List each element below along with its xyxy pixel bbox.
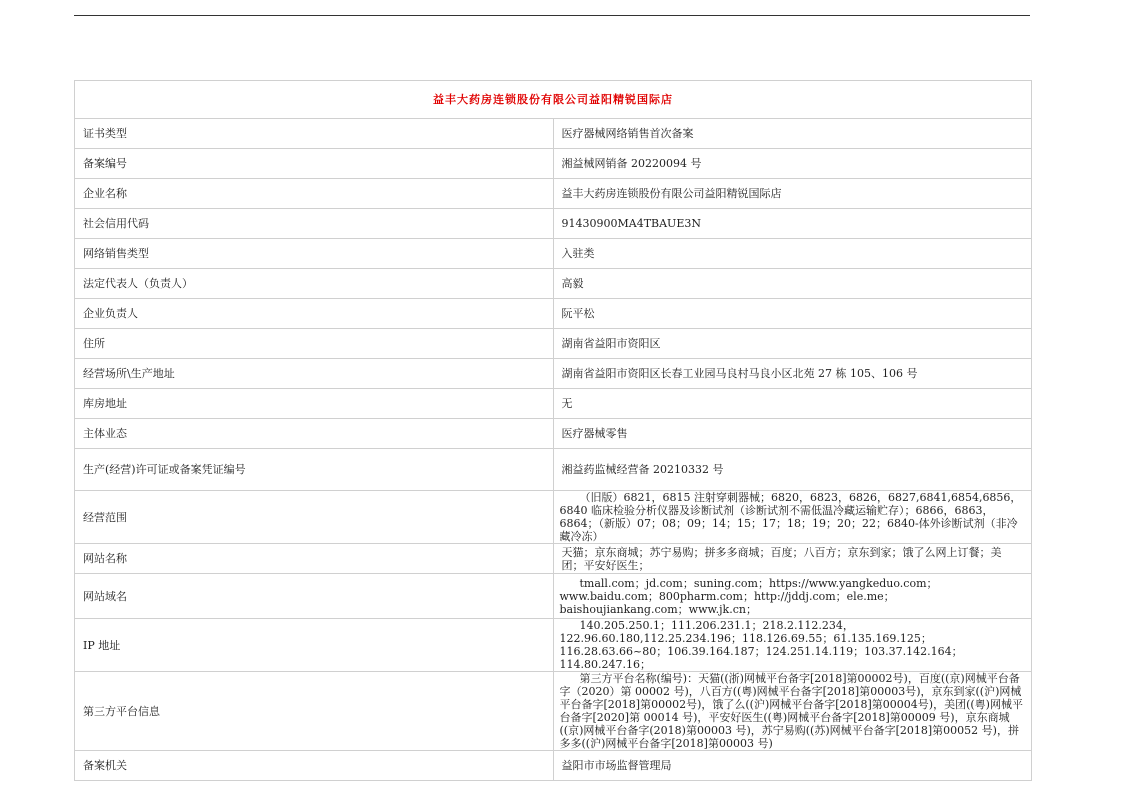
table-row <box>75 119 1032 149</box>
row-label: 经营范围 <box>75 491 554 544</box>
table-row <box>75 329 1032 359</box>
row-label: 经营场所\生产地址 <box>75 359 554 389</box>
row-value: 第三方平台名称(编号)：天猫((浙)网械平台备字[2018]第00002号)，百度((京)网械平台备字（2020）第 00002 号)，八百方((粤)网械平台备字[2018]第00003号)，京东到家((沪)网械平台备字[2018]第00002号)，饿了么((沪)网械平台备字[2018]第00004号)，美团((粤)网械平台备字[2020]第 00014 号)，平安好医生((粤)网械平台备字[2018]第00009 号)，京东商城((京)网械平台备字(2018)第00003 号)，苏宁易购((苏)网械平台备字[2018]第00052 号)，拼多多((沪)网械平台备字[2018]第00003 号) <box>553 672 1032 751</box>
table-row <box>75 449 1032 491</box>
row-value: 91430900MA4TBAUE3N <box>553 209 1032 239</box>
row-label: 网站名称 <box>75 544 554 574</box>
row-label: 备案机关 <box>75 751 554 781</box>
row-value: 入驻类 <box>553 239 1032 269</box>
row-label: 网站域名 <box>75 574 554 619</box>
row-value: 阮平松 <box>553 299 1032 329</box>
row-value: 无 <box>553 389 1032 419</box>
table-row <box>75 389 1032 419</box>
row-value: 高毅 <box>553 269 1032 299</box>
row-label: 企业负责人 <box>75 299 554 329</box>
certificate-table <box>74 80 1032 781</box>
row-label: 第三方平台信息 <box>75 672 554 751</box>
row-label: 生产(经营)许可证或备案凭证编号 <box>75 449 554 491</box>
table-row <box>75 619 1032 672</box>
table-row <box>75 672 1032 751</box>
row-value: （旧版）6821，6815 注射穿刺器械；6820，6823，6826，6827,6841,6854,6856，6840 临床检验分析仪器及诊断试剂（诊断试剂不需低温冷藏运输贮存）；6866，6863，6864；（新版）07；08；09；14；15；17；18；19；20；22；6840-体外诊断试剂（非冷藏冷冻） <box>553 491 1032 544</box>
row-value: 益阳市市场监督管理局 <box>553 751 1032 781</box>
row-label: 企业名称 <box>75 179 554 209</box>
row-value: 医疗器械网络销售首次备案 <box>553 119 1032 149</box>
table-row <box>75 179 1032 209</box>
row-label: 备案编号 <box>75 149 554 179</box>
table-row <box>75 299 1032 329</box>
row-value: 湖南省益阳市资阳区长春工业园马良村马良小区北苑 27 栋 105、106 号 <box>553 359 1032 389</box>
row-label: 住所 <box>75 329 554 359</box>
row-value: 湘益药监械经营备 20210332 号 <box>553 449 1032 491</box>
table-row <box>75 419 1032 449</box>
table-row <box>75 751 1032 781</box>
row-label: 网络销售类型 <box>75 239 554 269</box>
table-row <box>75 544 1032 574</box>
table-row <box>75 149 1032 179</box>
top-rule <box>74 15 1030 16</box>
row-label: IP 地址 <box>75 619 554 672</box>
row-label: 证书类型 <box>75 119 554 149</box>
page-title: 益丰大药房连锁股份有限公司益阳精锐国际店 <box>75 81 1032 119</box>
table-row <box>75 491 1032 544</box>
row-label: 库房地址 <box>75 389 554 419</box>
row-value: 140.205.250.1；111.206.231.1；218.2.112.234，122.96.60.180,112.25.234.196；118.126.69.55；61.135.169.125；116.28.63.66~80；106.39.164.187；124.251.14.119；103.37.142.164；114.80.247.16； <box>553 619 1032 672</box>
table-row <box>75 209 1032 239</box>
row-value: 医疗器械零售 <box>553 419 1032 449</box>
row-value: 湖南省益阳市资阳区 <box>553 329 1032 359</box>
row-value: 天猫；京东商城；苏宁易购；拼多多商城；百度；八百方；京东到家；饿了么网上订餐；美团；平安好医生； <box>553 544 1032 574</box>
table-row <box>75 269 1032 299</box>
row-value: tmall.com；jd.com；suning.com；https://www.yangkeduo.com；www.baidu.com；800pharm.com；http://jddj.com；ele.me；baishoujiankang.com；www.jk.cn； <box>553 574 1032 619</box>
row-label: 法定代表人（负责人） <box>75 269 554 299</box>
row-label: 社会信用代码 <box>75 209 554 239</box>
title-row <box>75 81 1032 119</box>
row-value: 益丰大药房连锁股份有限公司益阳精锐国际店 <box>553 179 1032 209</box>
row-label: 主体业态 <box>75 419 554 449</box>
row-value: 湘益械网销备 20220094 号 <box>553 149 1032 179</box>
table-row <box>75 359 1032 389</box>
table-row <box>75 574 1032 619</box>
table-row <box>75 239 1032 269</box>
